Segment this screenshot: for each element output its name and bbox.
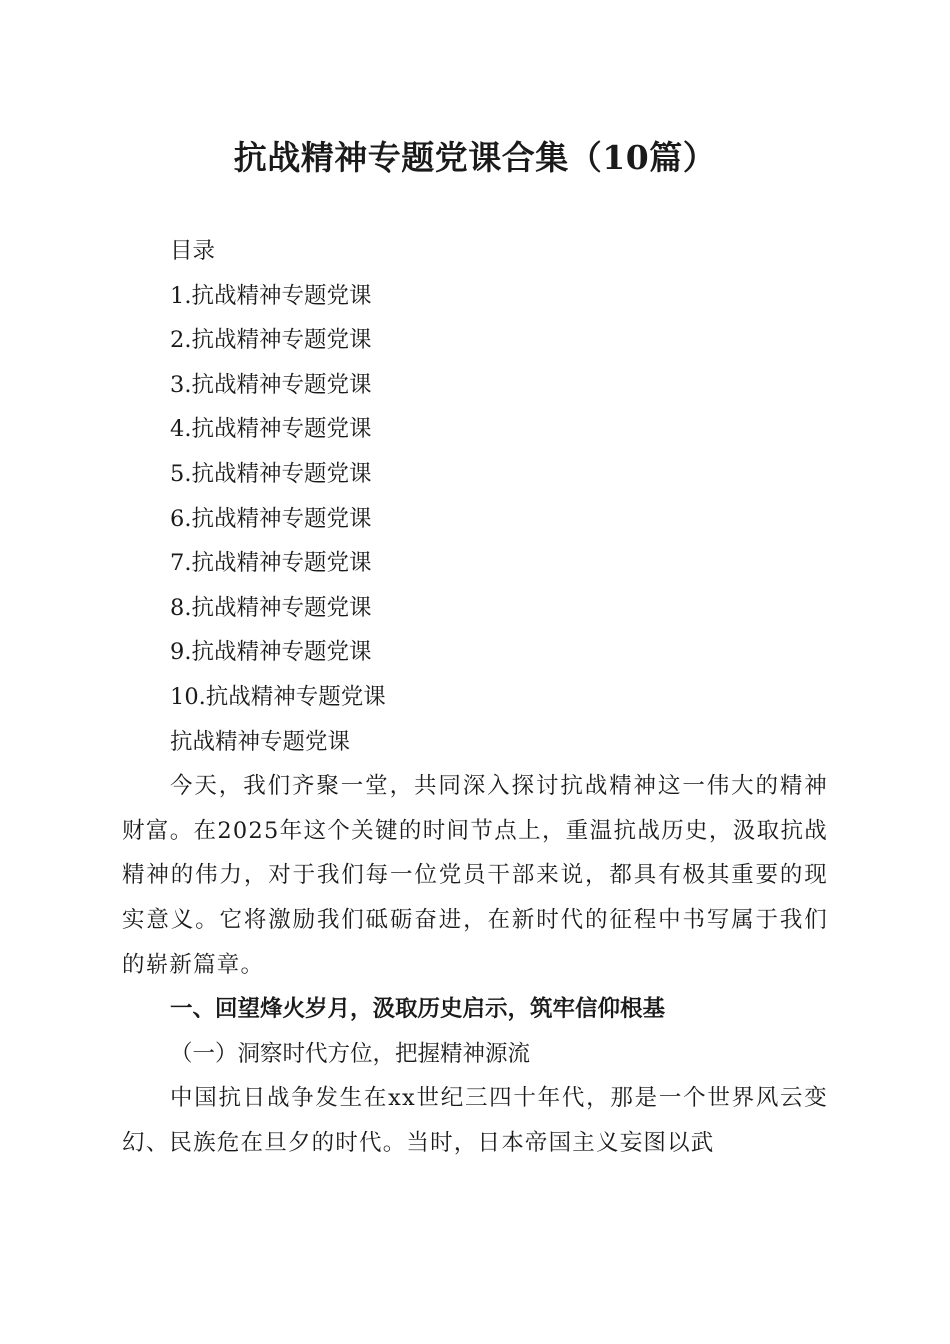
section-heading: 一、回望烽火岁月，汲取历史启示，筑牢信仰根基	[170, 996, 666, 1023]
body-paragraph: 中国抗日战争发生在xx世纪三四十年代，那是一个世界风云变幻、民族危在旦夕的时代。当时，日本帝国主义妄图以武	[122, 1085, 828, 1156]
article-title: 抗战精神专题党课	[170, 728, 351, 755]
toc-item: 2.抗战精神专题党课	[170, 327, 372, 354]
toc-item: 4.抗战精神专题党课	[170, 416, 372, 443]
toc-item: 8.抗战精神专题党课	[170, 594, 372, 621]
toc-item: 5.抗战精神专题党课	[170, 460, 372, 487]
intro-paragraph: 今天，我们齐聚一堂，共同深入探讨抗战精神这一伟大的精神财富。在2025年这个关键的时间节点上，重温抗战历史，汲取抗战精神的伟力，对于我们每一位党员干部来说，都具有极其重要的现实意义。它将激励我们砥砺奋进，在新时代的征程中书写属于我们的崭新篇章。	[122, 773, 828, 978]
subsection-heading: （一）洞察时代方位，把握精神源流	[170, 1040, 531, 1067]
toc-item: 7.抗战精神专题党课	[170, 550, 372, 577]
document-body	[122, 229, 828, 1165]
toc-item: 6.抗战精神专题党课	[170, 505, 372, 532]
toc-item: 9.抗战精神专题党课	[170, 639, 372, 666]
toc-item: 1.抗战精神专题党课	[170, 282, 372, 309]
toc-item: 10.抗战精神专题党课	[170, 683, 386, 710]
toc-heading: 目录	[170, 238, 216, 264]
document-title: 抗战精神专题党课合集（10篇）	[233, 138, 717, 177]
toc-item: 3.抗战精神专题党课	[170, 371, 372, 398]
